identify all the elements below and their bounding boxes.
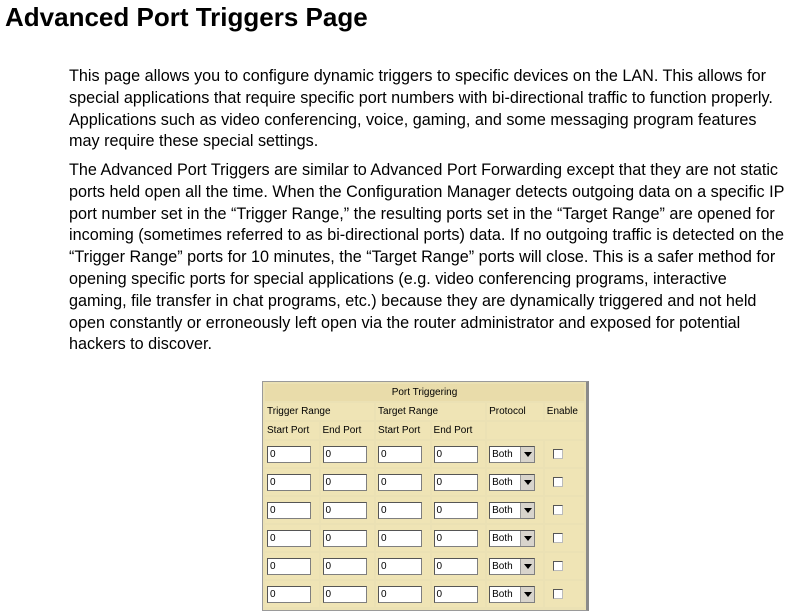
dropdown-arrow-icon[interactable] [520,559,534,574]
trigger-end-port-input[interactable]: 0 [323,558,367,575]
trigger-end-port-input[interactable]: 0 [323,530,367,547]
dropdown-arrow-icon[interactable] [520,531,534,546]
table-row [265,469,584,495]
target-start-port-input[interactable]: 0 [378,586,422,603]
enable-checkbox[interactable] [553,561,563,571]
table-title: Port Triggering [265,384,584,401]
table-cell [432,469,486,495]
enable-checkbox[interactable] [553,505,563,515]
table-cell [545,553,584,579]
table-cell [376,525,430,551]
trigger-end-port-input[interactable]: 0 [323,586,367,603]
protocol-select-value: Both [492,448,513,460]
intro-paragraph: This page allows you to configure dynamic triggers to specific devices on the LAN. This allows for special applications that require specific port numbers with bi-directional traffic to function properly. Applications such as video conferencing, voice, gaming, and some messaging program features may require these special settings. [69,67,773,151]
trigger-range-header: Trigger Range [265,403,374,420]
target-start-port-input[interactable]: 0 [378,530,422,547]
table-cell [432,525,486,551]
trigger-start-port-input[interactable]: 0 [267,474,311,491]
table-cell [321,553,375,579]
protocol-select[interactable] [489,446,535,463]
table-cell [432,497,486,523]
trigger-end-header: End Port [321,422,375,439]
table-cell [545,497,584,523]
trigger-start-port-input[interactable]: 0 [267,502,311,519]
dropdown-arrow-icon[interactable] [520,475,534,490]
table-row [265,581,584,607]
protocol-select[interactable] [489,586,535,603]
target-end-header: End Port [432,422,486,439]
target-end-port-input[interactable]: 0 [434,530,478,547]
protocol-select-value: Both [492,532,513,544]
target-start-port-input[interactable]: 0 [378,446,422,463]
target-range-header: Target Range [376,403,485,420]
protocol-select-value: Both [492,504,513,516]
table-cell [376,497,430,523]
target-end-port-input[interactable]: 0 [434,474,478,491]
table-cell [432,441,486,467]
enable-checkbox[interactable] [553,589,563,599]
protocol-header: Protocol [487,403,543,420]
table-row [265,497,584,523]
trigger-end-port-input[interactable]: 0 [323,474,367,491]
trigger-end-port-input[interactable]: 0 [323,502,367,519]
table-cell [545,525,584,551]
table-cell [487,525,543,551]
table-cell [265,469,319,495]
trigger-start-port-input[interactable]: 0 [267,586,311,603]
table-cell [376,553,430,579]
table-cell [545,469,584,495]
table-cell [265,581,319,607]
dropdown-arrow-icon[interactable] [520,447,534,462]
page-title: Advanced Port Triggers Page [5,2,368,32]
table-cell [487,497,543,523]
table-row [265,441,584,467]
description-paragraph: The Advanced Port Triggers are similar to Advanced Port Forwarding except that they are not static ports held open all the time. When the Configuration Manager detects outgoing data on a specific IP port number set in the “Trigger Range,” the resulting ports set in the “Target Range” are opened for incoming (sometimes referred to as bi-directional ports) data. If no outgoing traffic is detected on the “Trigger Range” ports for 10 minutes, the “Target Range” ports will close. This is a safer method for opening specific ports for special applications (e.g. video conferencing programs, interactive gaming, file transfer in chat programs, etc.) because they are dynamically triggered and not held open constantly or erroneously left open via the router administrator and exposed for potential hackers to discover. [69,161,785,354]
target-end-port-input[interactable]: 0 [434,502,478,519]
target-end-port-input[interactable]: 0 [434,446,478,463]
trigger-end-port-input[interactable]: 0 [323,446,367,463]
trigger-start-header: Start Port [265,422,319,439]
target-end-port-input[interactable]: 0 [434,558,478,575]
table-row [265,553,584,579]
table-cell [432,553,486,579]
enable-checkbox[interactable] [553,533,563,543]
table-cell [376,581,430,607]
target-start-port-input[interactable]: 0 [378,474,422,491]
table-cell [321,469,375,495]
target-start-port-input[interactable]: 0 [378,502,422,519]
table-cell [321,497,375,523]
table-cell [487,441,543,467]
trigger-start-port-input[interactable]: 0 [267,558,311,575]
protocol-select[interactable] [489,474,535,491]
table-cell [487,553,543,579]
dropdown-arrow-icon[interactable] [520,503,534,518]
dropdown-arrow-icon[interactable] [520,587,534,602]
table-cell [321,441,375,467]
table-cell [376,441,430,467]
enable-header: Enable [545,403,584,420]
enable-checkbox[interactable] [553,449,563,459]
trigger-start-port-input[interactable]: 0 [267,446,311,463]
protocol-select[interactable] [489,530,535,547]
protocol-select[interactable] [489,502,535,519]
table-cell [265,497,319,523]
target-start-header: Start Port [376,422,430,439]
table-row [265,525,584,551]
target-start-port-input[interactable]: 0 [378,558,422,575]
port-triggering-table [262,381,589,611]
protocol-select-value: Both [492,560,513,572]
table-cell [432,581,486,607]
table-cell [265,525,319,551]
protocol-select[interactable] [489,558,535,575]
table-cell [321,581,375,607]
table-cell [545,581,584,607]
table-cell [265,441,319,467]
table-cell [376,469,430,495]
trigger-start-port-input[interactable]: 0 [267,530,311,547]
protocol-select-value: Both [492,588,513,600]
table-cell [487,581,543,607]
empty-header-cell [487,422,584,439]
table-cell [545,441,584,467]
table-cell [265,553,319,579]
table-cell [487,469,543,495]
target-end-port-input[interactable]: 0 [434,586,478,603]
table-cell [321,525,375,551]
protocol-select-value: Both [492,476,513,488]
enable-checkbox[interactable] [553,477,563,487]
